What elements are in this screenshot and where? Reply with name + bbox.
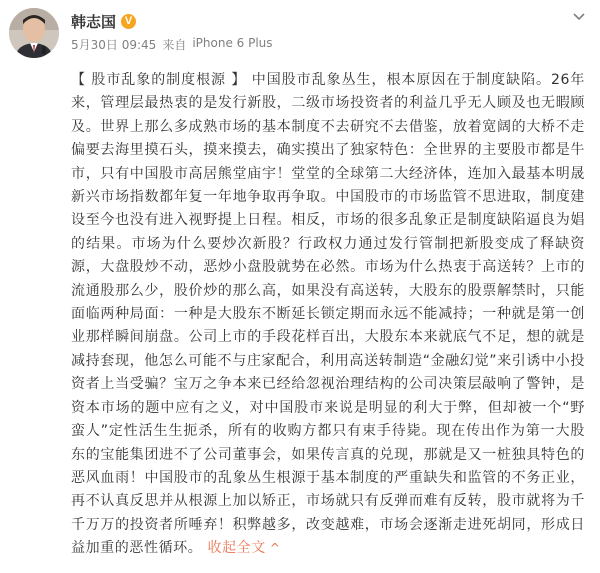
chevron-down-icon[interactable]: [572, 12, 586, 22]
collapse-caret-icon: ^: [269, 541, 281, 556]
post-body-text: 【 股市乱象的制度根源 】 中国股市乱象丛生，根本原因在于制度缺陷。26年来，管理层最热衷的是发行新股，二级市场投资者的利益几乎无人顾及也无暇顾及。世界上那么多成熟市场的基本制度不去研究不去借鉴，放着宽阔的大桥不走偏要去海里摸石头，摸来摸去，确实摸出了独家特色：全世界的主要股市都是牛市，只有中国股市高居熊堂庙宇！堂堂的全球第二大经济体，连加入最基本明晟新兴市场指数都年复一年地争取再争取。中国股市的市场监管不思进取，制度建设至今也没有进入视野提上日程。相反，市场的很多乱象正是制度缺陷逼良为娼的结果。市场为什么要炒次新股？行政权力通过发行管制把新股变成了释缺资源，大盘股炒不动，恶炒小盘股就势在必然。市场为什么热衷于高送转？上市的流通股那么少，股价炒的那么高，如果没有高送转，大股东的股票解禁时，只能面临两种局面：一种是大股东不断延长锁定期而永远不能减持；一种就是第一创业那样瞬间崩盘。公司上市的手段花样百出，大股东本来就底气不足，想的就是减持套现，他怎么可能不与庄家配合，利用高送转制造“金融幻觉”来引诱中小投资者上当受骗？宝万之争本来已经给忽视治理结构的公司决策层敲响了警钟，是资本市场的题中应有之义，对中国股市来说是明显的利大于弊，但却被一个“野蛮人”定性活生生扼杀，所有的收购方都只有束手待毙。现在传出作为第一大股东的宝能集团进不了公司董事会，如果传言真的兑现，那就是又一桩独具特色的恶风血雨！中国股市的乱象丛生根源于基本制度的严重缺失和监管的不务正业，再不认真反思并从根源上加以矫正，市场就只有反弹而难有反转，股市就将为千千万万的投资者所唾弃！积弊越多，改变越难，市场会逐渐走进死胡同，形成日益加重的恶性循环。: [71, 72, 585, 557]
collapse-full-text-link[interactable]: [207, 540, 280, 556]
verified-v-icon: V: [121, 14, 136, 29]
user-avatar-icon: [9, 8, 59, 58]
username[interactable]: 韩志国: [71, 12, 117, 31]
post-meta: [71, 36, 273, 53]
avatar[interactable]: [9, 8, 59, 58]
collapse-label: 收起全文: [207, 540, 266, 557]
source-prefix: 来自: [162, 38, 187, 52]
post-date[interactable]: 5月30日 09:45: [71, 38, 157, 52]
post-source[interactable]: iPhone 6 Plus: [192, 36, 273, 50]
post-content: [71, 69, 585, 561]
user-header: [71, 10, 136, 32]
